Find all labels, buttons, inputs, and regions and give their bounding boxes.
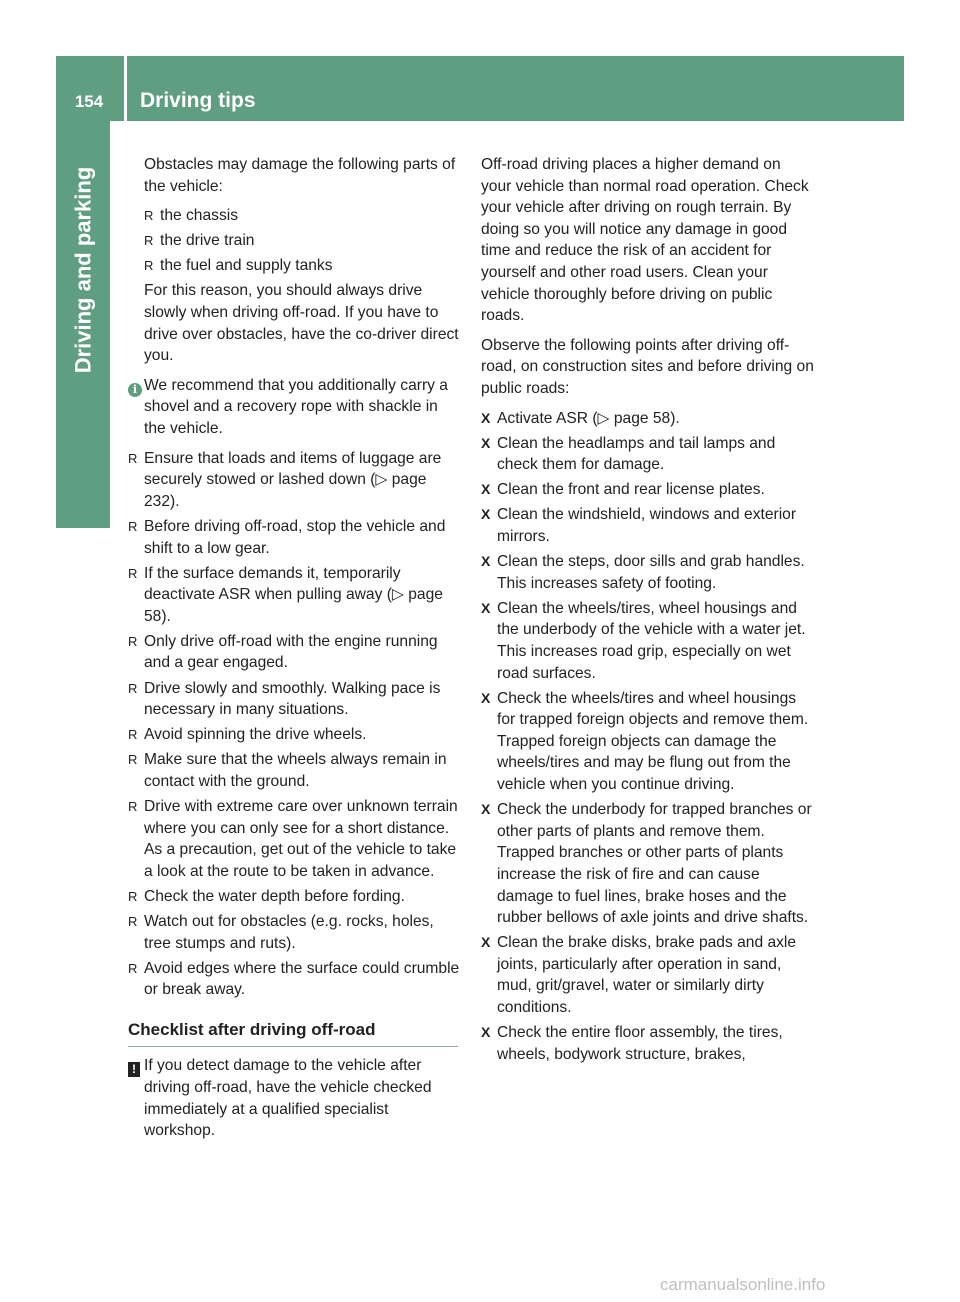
action-arrow-icon: X [481,481,491,498]
list-item: R Ensure that loads and items of luggage are securely stowed or lashed down (▷ page 232). [128,448,460,513]
bullet-icon: R [128,565,138,581]
action-arrow-icon: X [481,506,491,523]
action-arrow-icon: X [481,1024,491,1041]
action-result: This increases road grip, especially on wet road surfaces. [497,642,791,682]
action-item: X Clean the windshield, windows and exterior mirrors. [481,504,815,547]
info-icon: i [128,383,142,397]
action-arrow-icon: X [481,409,491,426]
action-arrow-icon: X [481,801,491,818]
action-arrow-icon: X [481,553,491,570]
info-note [128,375,460,440]
action-result: This increases safety of footing. [497,574,717,592]
action-item: X Check the underbody for trapped branches or other parts of plants and remove them. Trapped branches or other parts of plants increase the risk of fire and can cause damage to fuel lines, brake hoses and the rubber bellows of axle joints and drive shafts. [481,799,815,929]
action-arrow-icon: X [481,689,491,706]
bullet-icon: R [128,633,138,649]
action-item: X Clean the wheels/tires, wheel housings and the underbody of the vehicle with a water jet. This increases road grip, especially on wet road surfaces. [481,598,815,684]
bullet-icon: R [144,258,154,274]
warning-note [128,1055,460,1141]
list-item: R the fuel and supply tanks [144,255,460,277]
list-item: R the drive train [144,230,460,252]
action-item: X Clean the front and rear license plates. [481,479,815,501]
list-item: R Watch out for obstacles (e.g. rocks, holes, tree stumps and ruts). [128,911,460,954]
section-side-tab [56,121,110,418]
list-item: R Drive with extreme care over unknown terrain where you can only see for a short distance. As a precaution, get out of the vehicle to take a look at the route to be taken in advance. [128,796,460,882]
action-item: X Clean the headlamps and tail lamps and check them for damage. [481,433,815,476]
page-header [56,56,904,121]
bullet-icon: R [128,752,138,768]
info-note-text: We recommend that you additionally carry a shovel and a recovery rope with shackle in the vehicle. [144,376,448,438]
header-divider [124,56,127,121]
left-column [128,154,460,1150]
action-item: X Check the wheels/tires and wheel housings for trapped foreign objects and remove them. Trapped foreign objects can damage the wheels/tires and may be flung out from the vehicle when you continue driving. [481,688,815,796]
observe-text: Observe the following points after driving off-road, on construction sites and before driving on public roads: [481,336,814,397]
action-item: X Clean the steps, door sills and grab handles. This increases safety of footing. [481,551,815,594]
right-intro-text: Off-road driving places a higher demand on your vehicle than normal road operation. Check your vehicle after driving on rough terrain. By doing so you will notice any damage in good time and reduce the risk of an accident for yourself and other road users. Clean your vehicle thoroughly before driving on public roads. [481,156,809,325]
bullet-icon: R [128,888,138,904]
action-list [481,408,815,1066]
section-heading: Checklist after driving off-road [128,1019,458,1048]
bullet-icon: R [128,450,138,466]
action-result: Trapped foreign objects can damage the wheels/tires and may be flung out from the vehicle when you continue driving. [497,732,791,794]
bullet-icon: R [128,727,138,743]
warning-icon: ! [128,1062,140,1077]
bullet-icon: R [144,208,154,224]
bullet-icon: R [128,914,138,929]
warning-note-text: If you detect damage to the vehicle after driving off-road, have the vehicle checked immediately at a qualified specialist workshop. [144,1057,432,1140]
page-title: Driving tips [140,89,256,112]
action-item: X Clean the brake disks, brake pads and axle joints, particularly after operation in sand, mud, grit/gravel, water or similarly dirty conditions. [481,932,815,1018]
list-item: R Drive slowly and smoothly. Walking pace is necessary in many situations. [128,678,460,721]
reason-text: For this reason, you should always drive slowly when driving off-road. If you have to drive over obstacles, have the co-driver direct you. [144,282,459,365]
list-item: R Before driving off-road, stop the vehicle and shift to a low gear. [128,516,460,559]
action-arrow-icon: X [481,434,491,451]
bullet-icon: R [128,799,138,815]
bullet-list [128,448,460,1001]
bullet-icon: R [128,680,138,696]
list-item: R If the surface demands it, temporarily deactivate ASR when pulling away (▷ page 58). [128,563,460,628]
bullet-icon: R [144,233,154,249]
page-number: 154 [74,92,104,111]
list-item: R Check the water depth before fording. [128,886,460,908]
action-arrow-icon: X [481,599,491,616]
list-item: R Avoid edges where the surface could crumble or break away. [128,958,460,1001]
list-item: R Make sure that the wheels always remain in contact with the ground. [128,749,460,792]
action-item: X Check the entire floor assembly, the tires, wheels, bodywork structure, brakes, [481,1022,815,1065]
bullet-icon: R [128,960,138,976]
watermark: carmanualsonline.info [660,1275,826,1294]
action-result: Trapped branches or other parts of plants increase the risk of fire and can cause damage to fuel lines, brake hoses and the rubber bellows of axle joints and drive shafts. [497,844,809,927]
list-item: R Avoid spinning the drive wheels. [128,724,460,746]
action-item: X Activate ASR (▷ page 58). [481,408,815,430]
action-arrow-icon: X [481,934,491,951]
section-label: Driving and parking [70,166,95,373]
bullet-icon: R [128,518,138,534]
list-item: R Only drive off-road with the engine running and a gear engaged. [128,631,460,674]
section-marker [56,418,110,528]
intro-text: Obstacles may damage the following parts of the vehicle: [144,156,456,195]
list-item: R the chassis [144,205,460,227]
right-column [481,154,815,1069]
